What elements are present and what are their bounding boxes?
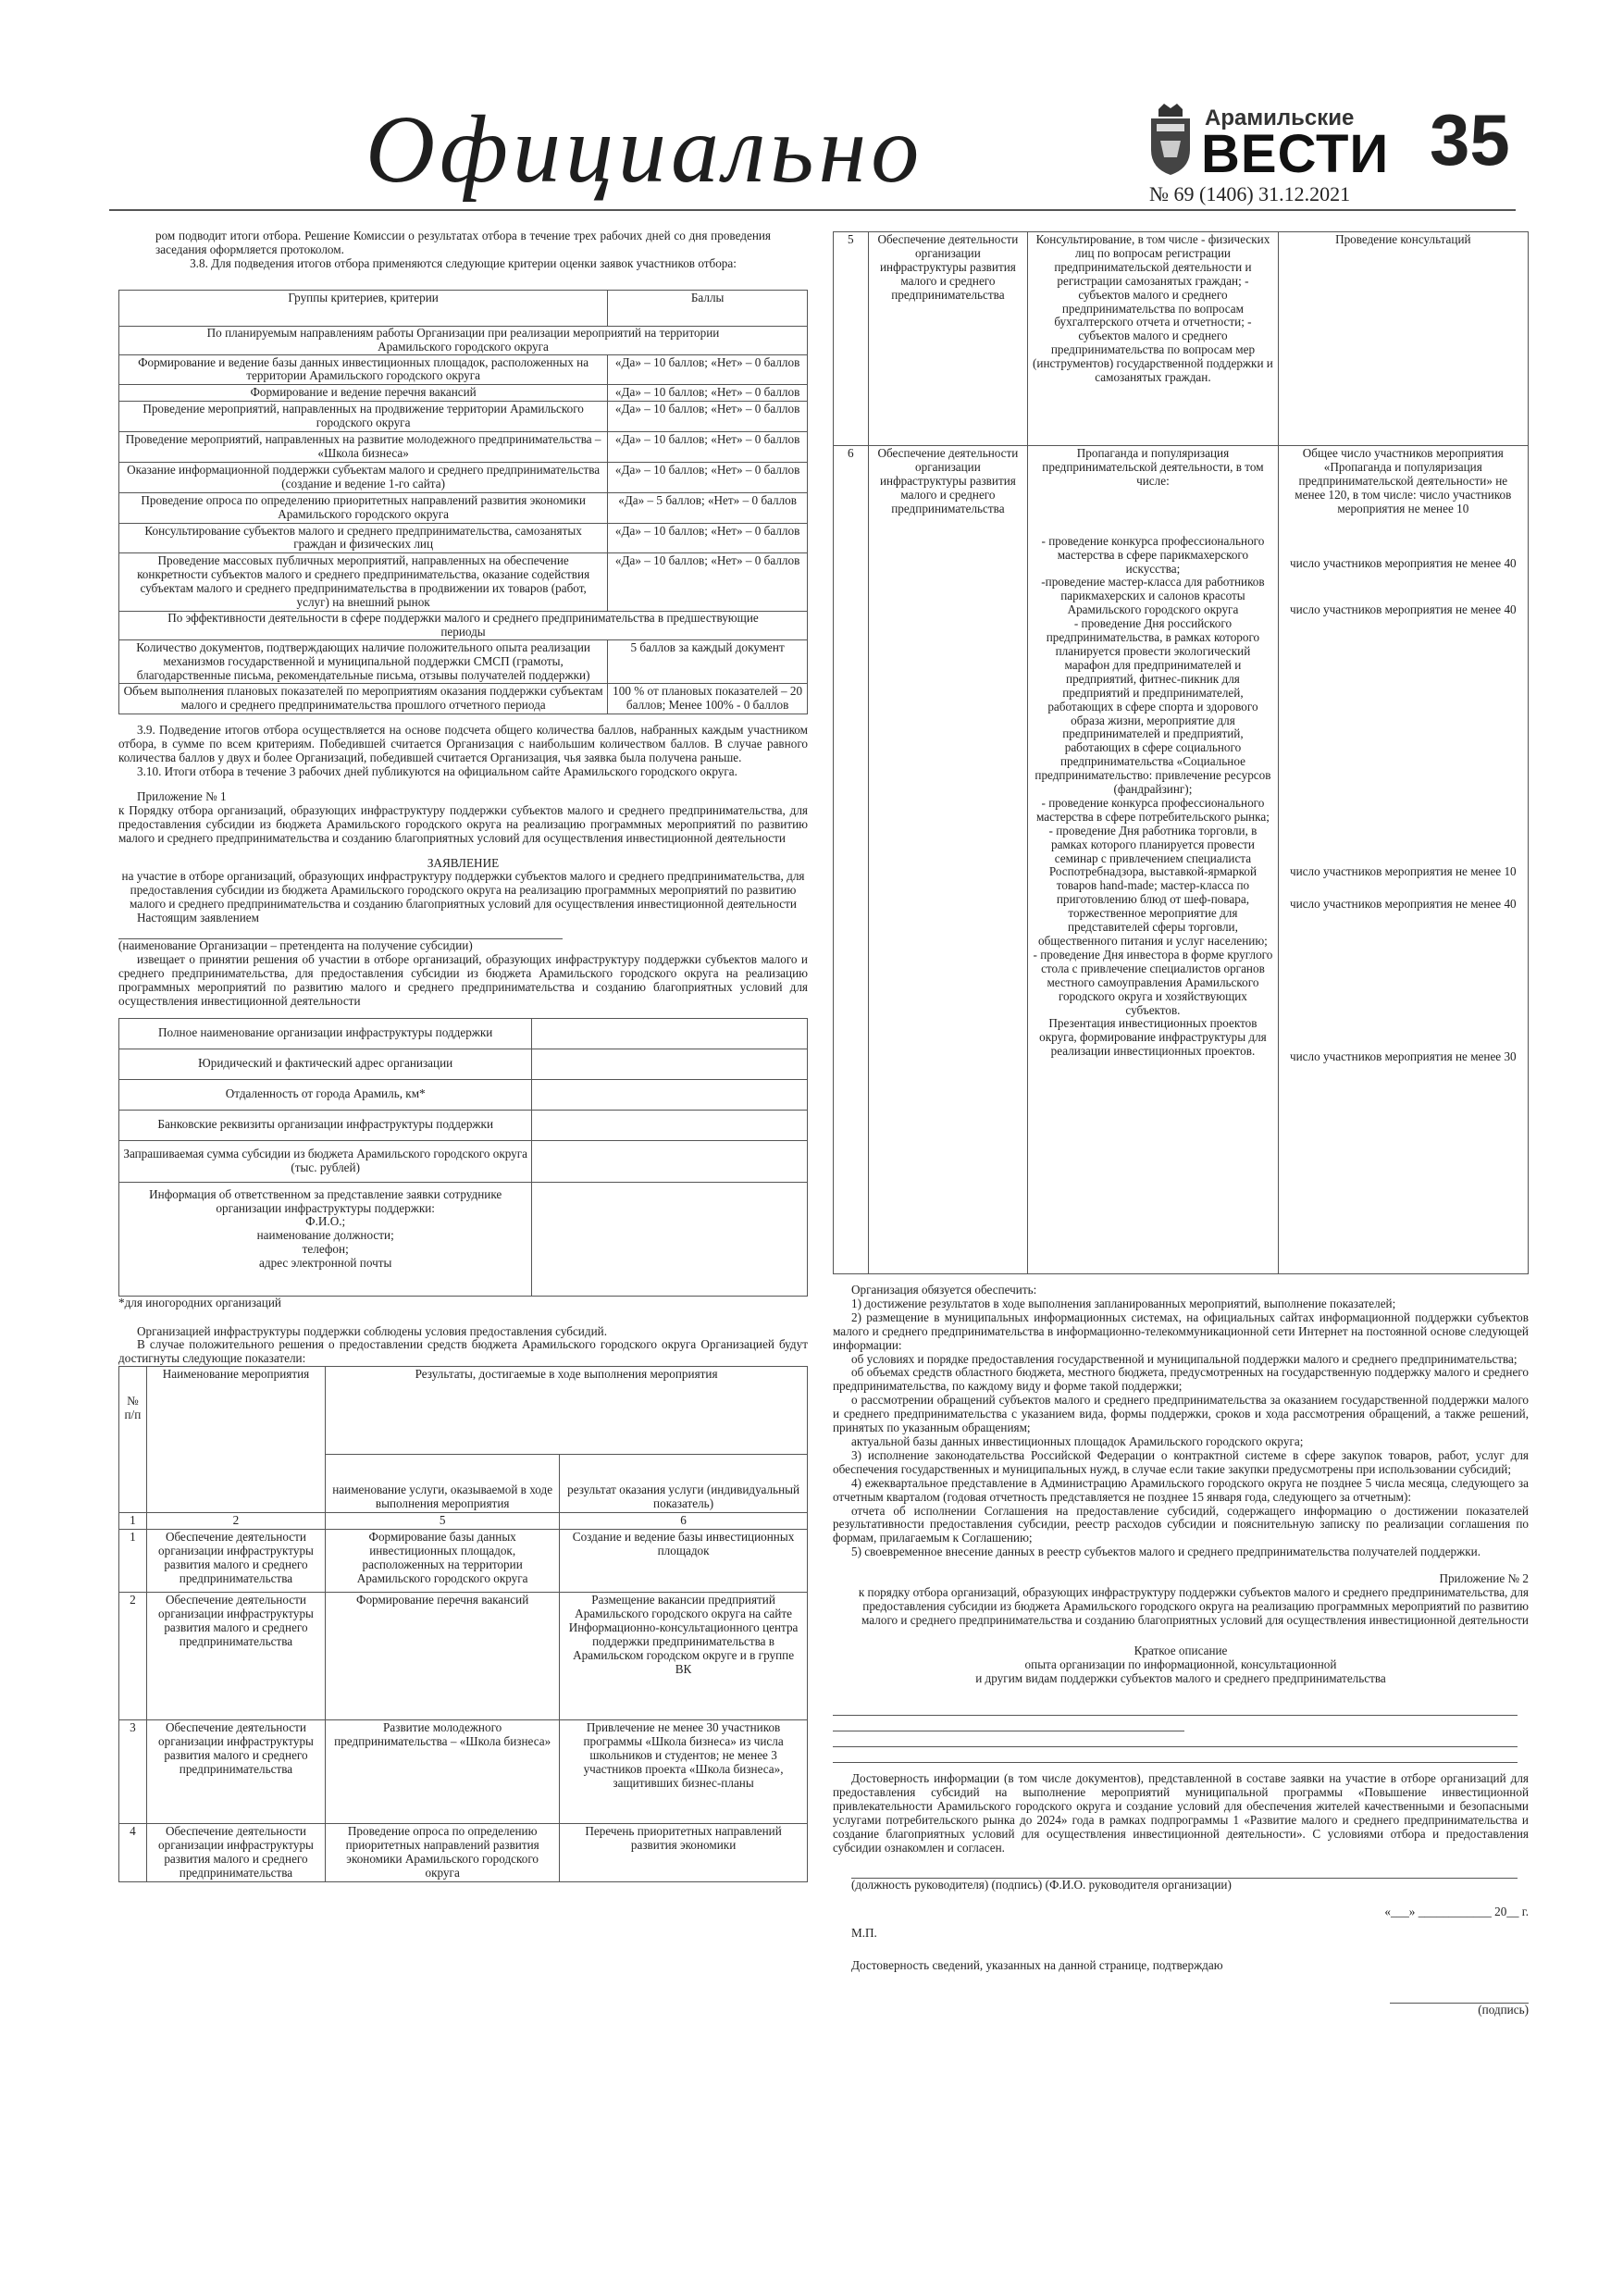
description-line — [833, 1731, 1518, 1747]
results-cell: Размещение вакансии предприятий Арамильского городского округа на сайте Информационно-консультационного центра поддержки предпринимательства в Арамильском городском округе и в группе ВК — [560, 1593, 808, 1720]
criteria-points: «Да» – 5 баллов; «Нет» – 0 баллов — [608, 492, 808, 523]
criteria-header-groups: Группы критериев, критерии — [119, 290, 608, 326]
results-cell: 2 — [119, 1593, 147, 1720]
results-head-outcome: результат оказания услуги (индивидуальный показатель) — [560, 1455, 808, 1513]
criteria-group-2: По эффективности деятельности в сфере поддержки малого и среднего предпринимательства в предшествующие периоды — [119, 611, 808, 639]
criteria-table — [118, 290, 808, 715]
form-row-label: Банковские реквизиты организации инфраструктуры поддержки — [119, 1110, 532, 1140]
criteria-group-1: По планируемым направлениям работы Организации при реализации мероприятий на территории Арамильского городского округа — [119, 326, 808, 354]
results-head-num: № п/п — [119, 1367, 147, 1513]
logo-big-text: ВЕСТИ — [1201, 124, 1390, 184]
criteria-points: 5 баллов за каждый документ — [608, 639, 808, 684]
newspaper-logo — [1147, 104, 1390, 187]
criteria-row — [119, 462, 808, 492]
footnote: *для иногородних организаций — [118, 1295, 281, 1309]
obligations-title: Организация обязуется обеспечить: — [851, 1283, 1037, 1297]
form-row-label: Запрашиваемая сумма субсидии из бюджета Арамильского городского округа (тыс. рублей) — [119, 1140, 532, 1182]
results-cell: Проведение опроса по определению приоритетных направлений развития экономики Арамильского городского округа — [326, 1824, 560, 1882]
results-row — [119, 1720, 808, 1824]
description-line — [833, 1747, 1518, 1763]
criteria-points: «Да» – 10 баллов; «Нет» – 0 баллов — [608, 523, 808, 553]
obligation-item: 4) ежеквартальное представление в Администрацию Арамильского городского округа не позднее 5 числа месяца, следующего за отчетным кварталом (годовая отчетность представляется не позднее 15 января года, следующего за отчетным): — [833, 1475, 1529, 1504]
obligation-item: отчета об исполнении Соглашения на предоставление субсидий, содержащего информацию о достижении показателей результативности предоставления субсидии, реестр расходов субсидии и пояснительную записку по реализации соглашения по формам, прилагаемым к Соглашению; — [833, 1503, 1529, 1545]
results-colnum: 1 — [119, 1513, 147, 1530]
criteria-row — [119, 523, 808, 553]
intro-text: ром подводит итоги отбора. Решение Комиссии о результатах отбора в течение трех рабочих дней со дня проведения заседания оформляется протоколом. — [155, 229, 771, 256]
coat-of-arms-icon — [1147, 104, 1194, 176]
stamp-place: М.П. — [851, 1925, 877, 1940]
row5-num: 5 — [834, 232, 869, 446]
issue-number: № 69 (1406) 31.12.2021 — [1149, 182, 1351, 205]
row5-result: Проведение консультаций — [1278, 232, 1528, 446]
criteria-points: «Да» – 10 баллов; «Нет» – 0 баллов — [608, 354, 808, 385]
indicators-intro: В случае положительного решения о предоставлении средств бюджета Арамильского городского округа Организацией будут достигнуты следующие показатели: — [118, 1337, 808, 1366]
statement-notice: извещает о принятии решения об участии в отборе организаций, образующих инфраструктуру поддержки субъектов малого и среднего предпринимательства, для предоставления субсидии из бюджета Арамильского городского округа на реализацию программных мероприятий по развитию малого и среднего предпринимательства и созданию благоприятных условий для осуществления инвестиционной деятельности — [118, 951, 808, 1008]
form-value-responsible — [532, 1182, 808, 1296]
row5-service: Консультирование, в том числе - физических лиц по вопросам регистрации предпринимательской деятельности и регистрации самозанятых граждан; - субъектов малого и среднего предпринимательства по вопросам бухгалтерского отчета и отчетности; - субъектов малого и среднего предпринимательства по вопросам мер (инструментов) государственной поддержки и самозанятых граждан. — [1028, 232, 1278, 446]
statement-text: на участие в отборе организаций, образующих инфраструктуру поддержки субъектов малого и среднего предпринимательства, для предоставления субсидии из бюджета Арамильского городского округа на реализацию программных мероприятий по развитию малого и среднего предпринимательства и созданию благоприятных условий для осуществления инвестиционной деятельности — [121, 869, 805, 912]
form-row — [119, 1110, 808, 1140]
criteria-name: Консультирование субъектов малого и среднего предпринимательства, самозанятых граждан и физических лиц — [119, 523, 608, 553]
criteria-row — [119, 639, 808, 684]
appendix-1-text: к Порядку отбора организаций, образующих инфраструктуру поддержки субъектов малого и среднего предпринимательства, для предоставления субсидии из бюджета Арамильского городского округа на реализацию программных мероприятий по развитию малого и среднего предпринимательства и созданию благоприятных условий для осуществления инвестиционной деятельности — [118, 802, 808, 845]
criteria-points: «Да» – 10 баллов; «Нет» – 0 баллов — [608, 385, 808, 402]
obligation-item: 1) достижение результатов в ходе выполнения запланированных мероприятий, выполнение показателей; — [851, 1296, 1396, 1310]
form-row — [119, 1049, 808, 1079]
criteria-name: Формирование и ведение базы данных инвестиционных площадок, расположенных на территории Арамильского городского округа — [119, 354, 608, 385]
results-cell: Перечень приоритетных направлений развития экономики — [560, 1824, 808, 1882]
row6-result: Общее число участников мероприятия «Пропаганда и популяризация предпринимательской деятельности» не менее 120, в том числе: число участников мероприятия не менее 10 число участников мероприятия не менее 40 число участников мероприятия не менее 40 число участников мероприятия не менее 10 число участников мероприятия не менее 40 число участников мероприятия не менее 30 — [1278, 446, 1528, 1274]
signature-caption: (должность руководителя) (подпись) (Ф.И.О. руководителя организации) — [851, 1877, 1232, 1892]
criteria-intro: 3.8. Для подведения итогов отбора применяются следующие критерии оценки заявок участников отбора: — [190, 255, 737, 270]
logo-small-text: Арамильские — [1205, 105, 1355, 130]
org-name-line — [118, 925, 563, 939]
criteria-name: Проведение опроса по определению приоритетных направлений развития экономики Арамильского городского округа — [119, 492, 608, 523]
left-column — [118, 230, 808, 1882]
criteria-points: «Да» – 10 баллов; «Нет» – 0 баллов — [608, 432, 808, 463]
statement-title: ЗАЯВЛЕНИЕ — [427, 855, 500, 870]
obligation-item: 3) исполнение законодательства Российской Федерации о контрактной системе в сфере закупок товаров, работ, услуг для обеспечения государственных и муниципальных нужд, в случае если такие закупки предусмотрены при использовании субсидий; — [833, 1447, 1529, 1476]
results-head-name: Наименование мероприятия — [146, 1367, 325, 1513]
criteria-name: Оказание информационной поддержки субъектам малого и среднего предпринимательства (создание и ведение 1-го сайта) — [119, 462, 608, 492]
criteria-header-points: Баллы — [608, 290, 808, 326]
row6-service: Пропаганда и популяризация предпринимательской деятельности, в том числе: - проведение конкурса профессионального мастерства в сфере парикмахерского искусства; -проведение мастер-класса для работников парикмахерских и салонов красоты Арамильского городского округа - проведение Дня российского предпринимательства, в рамках которого планируется провести экологический марафон для предпринимателей и предприятий, фитнес-пикник для предприятий и предпринимателей, работающих в сфере спорта и здорового образа жизни, мероприятие для предпринимателей и предприятий, работающих в сфере социального предпринимательства «Социальное предпринимательство: привлечение ресурсов (фандрайзинг); - проведение конкурса профессионального мастерства в сфере потребительского рынка; - проведение Дня работника торговли, в рамках которого планируется провести семинар с привлечением специалиста Роспотребнадзора, выставкой-ярмаркой товаров hand-made; мастер-класса по приготовлению блюд от шеф-повара, торжественное мероприятие для представителей сферы торговли, общественного питания и услуг населению; - проведение Дня инвестора в форме круглого стола с привлечение специалистов органов местного самоуправления Арамильского городского округа и хозяйствующих субъектов. Презентация инвестиционных проектов округа, формирование инфраструктуры для реализации инвестиционных проектов. — [1028, 446, 1278, 1274]
paragraph-3-10: 3.10. Итоги отбора в течение 3 рабочих дней публикуются на официальном сайте Арамильского городского округа. — [137, 764, 737, 778]
appendix-2-text: к порядку отбора организаций, образующих инфраструктуру поддержки субъектов малого и среднего предпринимательства, для предоставления субсидии из бюджета Арамильского городского округа на реализацию программных мероприятий по развитию малого и среднего предпринимательства и созданию благоприятных условий для осуществления инвестиционной деятельности — [858, 1585, 1529, 1627]
results-colnum: 6 — [560, 1513, 808, 1530]
criteria-row — [119, 402, 808, 432]
reliability-statement: Достоверность информации (в том числе документов), представленной в составе заявки на участие в отборе организаций для предоставления субсидий на выполнение мероприятий муниципальной программы «Повышение инвестиционной привлекательности Арамильского городского округа и создание условий для обеспечения жителей качественными и безопасными услугами потребительского рынка до 2024» года в рамках подпрограммы 1 «Развитие малого и среднего предпринимательства и создание благоприятных условий для осуществления инвестиционной деятельности». С условиями отбора и предоставления субсидии ознакомлен и согласен. — [833, 1771, 1529, 1855]
section-title: Официально — [365, 96, 924, 203]
form-row-value — [532, 1079, 808, 1110]
criteria-row — [119, 553, 808, 612]
results-cell: 3 — [119, 1720, 147, 1824]
header-rule — [109, 209, 1516, 211]
description-line — [833, 1700, 1518, 1716]
form-row — [119, 1140, 808, 1182]
row5-name: Обеспечение деятельности организации инфраструктуры развития малого и среднего предпринимательства — [868, 232, 1028, 446]
criteria-points: «Да» – 10 баллов; «Нет» – 0 баллов — [608, 462, 808, 492]
criteria-name: Проведение мероприятий, направленных на продвижение территории Арамильского городского округа — [119, 402, 608, 432]
page-number: 35 — [1430, 99, 1510, 180]
form-row — [119, 1079, 808, 1110]
results-row — [119, 1530, 808, 1593]
results-cell: Формирование перечня вакансий — [326, 1593, 560, 1720]
criteria-name: Формирование и ведение перечня вакансий — [119, 385, 608, 402]
criteria-name: Количество документов, подтверждающих наличие положительного опыта реализации механизмов государственной и муниципальной поддержки СМСП (грамоты, благодарственные письма, рекомендательные письма, отзывы получателей поддержки) — [119, 639, 608, 684]
form-row — [119, 1018, 808, 1049]
criteria-name: Проведение массовых публичных мероприятий, направленных на обеспечение конкретности субъектов малого и среднего предпринимательства, оказание содействия субъектам малого и среднего предпринимательства в продвижении их товаров (работ, услуг) на внешний рынок — [119, 553, 608, 612]
form-row-value — [532, 1018, 808, 1049]
results-cell: Создание и ведение базы инвестиционных площадок — [560, 1530, 808, 1593]
results-table-continued — [833, 231, 1529, 1274]
date-field: «___» ____________ 20__ г. — [1384, 1904, 1529, 1918]
final-signature-line — [1390, 1973, 1529, 2004]
criteria-row — [119, 492, 808, 523]
criteria-row — [119, 354, 808, 385]
results-cell: 4 — [119, 1824, 147, 1882]
results-cell: Обеспечение деятельности организации инфраструктуры развития малого и среднего предпринимательства — [146, 1593, 325, 1720]
conditions-text: Организацией инфраструктуры поддержки соблюдены условия предоставления субсидий. — [137, 1323, 607, 1338]
criteria-row — [119, 385, 808, 402]
form-row-label: Отдаленность от города Арамиль, км* — [119, 1079, 532, 1110]
results-colnum: 5 — [326, 1513, 560, 1530]
criteria-row — [119, 684, 808, 714]
description-lines — [833, 1700, 1529, 1763]
results-cell: Привлечение не менее 30 участников программы «Школа бизнеса» из числа школьников и студентов; не менее 3 участников проекта «Школа бизнеса», защитивших бизнес-планы — [560, 1720, 808, 1824]
criteria-points: «Да» – 10 баллов; «Нет» – 0 баллов — [608, 553, 808, 612]
results-row — [119, 1824, 808, 1882]
signature-line — [851, 1855, 1518, 1879]
right-column — [833, 231, 1529, 2017]
criteria-name: Проведение мероприятий, направленных на развитие молодежного предпринимательства – «Школа бизнеса» — [119, 432, 608, 463]
appendix-1-title: Приложение № 1 — [137, 788, 227, 803]
application-form-table — [118, 1018, 808, 1297]
obligation-item: актуальной базы данных инвестиционных площадок Арамильского городского округа; — [851, 1433, 1304, 1448]
row6-num: 6 — [834, 446, 869, 1274]
results-cell: Обеспечение деятельности организации инфраструктуры развития малого и среднего предпринимательства — [146, 1720, 325, 1824]
org-name-caption: (наименование Организации – претендента на получение субсидии) — [118, 938, 473, 953]
confirm-text: Достоверность сведений, указанных на данной странице, подтверждаю — [851, 1957, 1223, 1972]
brief-description: Краткое описание опыта организации по информационной, консультационной и другим видам поддержки субъектов малого и среднего предпринимательства — [975, 1643, 1386, 1685]
results-cell: Формирование базы данных инвестиционных площадок, расположенных на территории Арамильского городского округа — [326, 1530, 560, 1593]
results-table — [118, 1366, 808, 1882]
obligation-item: об объемах средств областного бюджета, местного бюджета, предусмотренных на государственную поддержку малого и среднего предпринимательства, по каждому виду и форме такой поддержки; — [833, 1365, 1529, 1394]
criteria-row — [119, 432, 808, 463]
description-line — [833, 1716, 1184, 1731]
obligations-list — [833, 1297, 1529, 1559]
row6-name: Обеспечение деятельности организации инфраструктуры развития малого и среднего предпринимательства — [868, 446, 1028, 1274]
results-head-results: Результаты, достигаемые в ходе выполнения мероприятия — [326, 1367, 808, 1455]
results-colnum: 2 — [146, 1513, 325, 1530]
form-row-label: Полное наименование организации инфраструктуры поддержки — [119, 1018, 532, 1049]
results-cell: Развитие молодежного предпринимательства – «Школа бизнеса» — [326, 1720, 560, 1824]
results-head-service: наименование услуги, оказываемой в ходе выполнения мероприятия — [326, 1455, 560, 1513]
criteria-points: «Да» – 10 баллов; «Нет» – 0 баллов — [608, 402, 808, 432]
results-cell: Обеспечение деятельности организации инфраструктуры развития малого и среднего предпринимательства — [146, 1824, 325, 1882]
obligation-item: об условиях и порядке предоставления государственной и муниципальной поддержки малого и среднего предпринимательства; — [851, 1351, 1518, 1366]
statement-hereby: Настоящим заявлением — [137, 911, 260, 925]
form-row-value — [532, 1140, 808, 1182]
form-row-value — [532, 1049, 808, 1079]
obligation-item: 5) своевременное внесение данных в реестр субъектов малого и среднего предпринимательства получателей поддержки. — [851, 1545, 1481, 1559]
results-row — [119, 1593, 808, 1720]
criteria-name: Объем выполнения плановых показателей по мероприятиям оказания поддержки субъектам малого и среднего предпринимательства прошлого отчетного периода — [119, 684, 608, 714]
signature-label: (подпись) — [1478, 2002, 1529, 2017]
results-cell: 1 — [119, 1530, 147, 1593]
paragraph-3-9: 3.9. Подведение итогов отбора осуществляется на основе подсчета общего количества баллов, набранных каждым участником отбора, в сумме по всем критериям. Победившей считается Организация с наибольшим количеством баллов. В случае равного количества баллов у двух и более Организаций, победившей считается Организация, чья заявка была получена раньше. — [118, 723, 808, 765]
form-row-label: Юридический и фактический адрес организации — [119, 1049, 532, 1079]
obligation-item: о рассмотрении обращений субъектов малого и среднего предпринимательства за оказанием государственной поддержки малого и среднего предпринимательства с указанием вида, формы поддержки, сроков и хода рассмотрения обращений, а также решений, принятых по указанным обращениям; — [833, 1393, 1529, 1435]
form-row-value — [532, 1110, 808, 1140]
form-row-responsible: Информация об ответственном за представление заявки сотруднике организации инфраструктуры поддержки: Ф.И.О.; наименование должности; телефон; адрес электронной почты — [119, 1182, 532, 1296]
appendix-2-title: Приложение № 2 — [1439, 1571, 1529, 1586]
obligation-item: 2) размещение в муниципальных информационных системах, на официальных сайтах информационной поддержки субъектов малого и среднего предпринимательства в информационно-телекоммуникационной сети Интернет на постоянной основе следующей информации: — [833, 1309, 1529, 1352]
criteria-points: 100 % от плановых показателей – 20 баллов; Менее 100% - 0 баллов — [608, 684, 808, 714]
results-cell: Обеспечение деятельности организации инфраструктуры развития малого и среднего предпринимательства — [146, 1530, 325, 1593]
